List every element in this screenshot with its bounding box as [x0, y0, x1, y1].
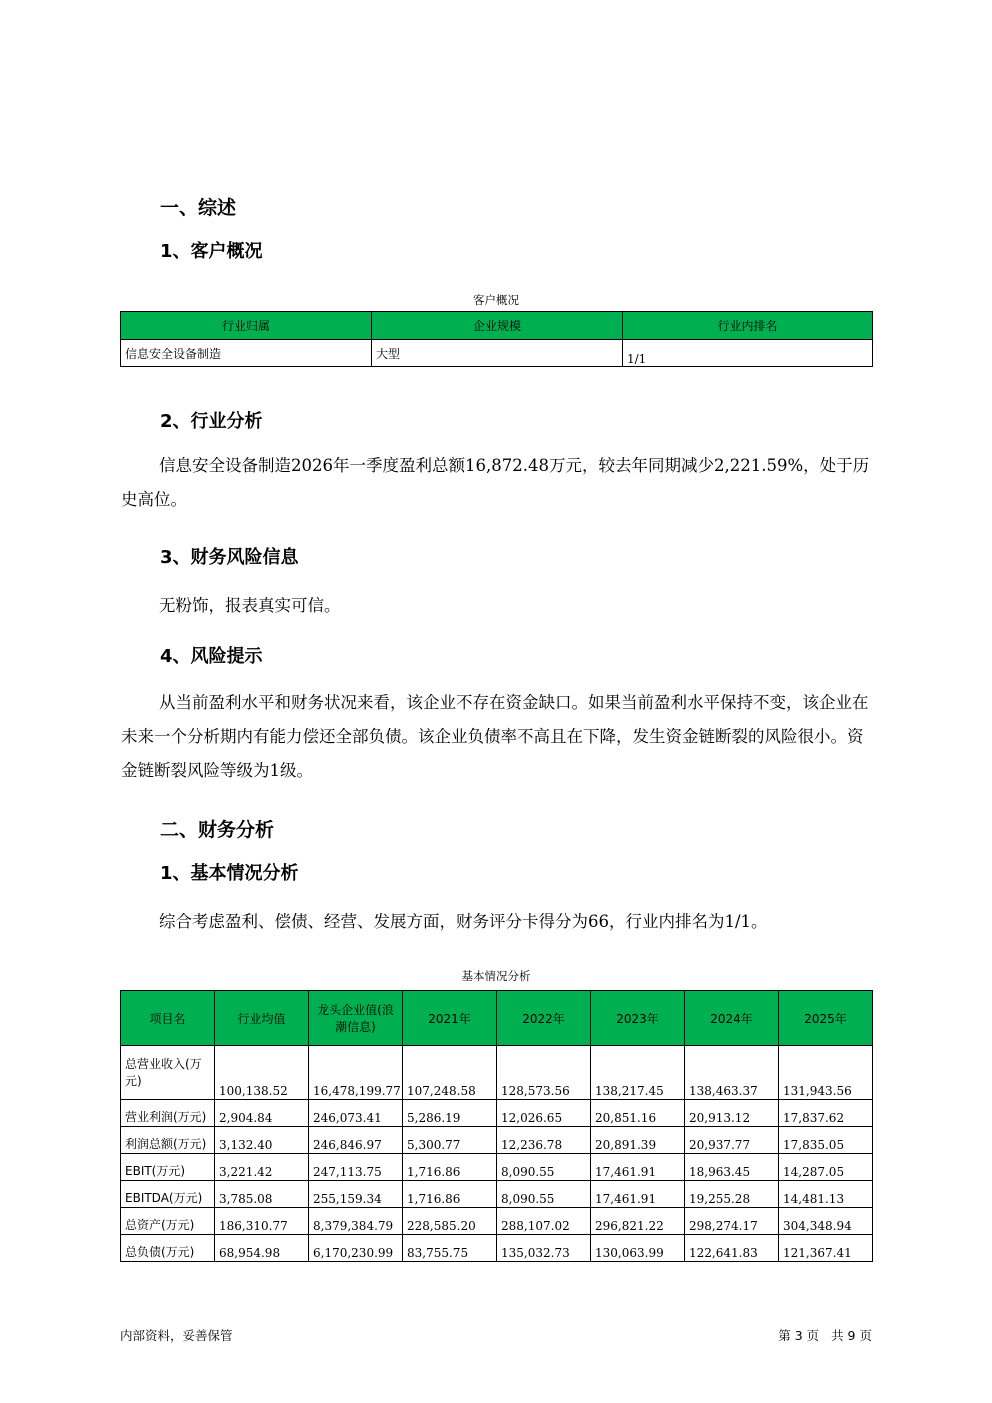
value-cell: 8,379,384.79	[309, 1208, 403, 1235]
value-cell: 2,904.84	[215, 1100, 309, 1127]
value-cell: 3,785.08	[215, 1181, 309, 1208]
basic-header-2021: 2021年	[403, 991, 497, 1046]
table-row	[121, 1208, 873, 1235]
basic-analysis-paragraph: 综合考虑盈利、偿债、经营、发展方面，财务评分卡得分为66，行业内排名为1/1。	[159, 912, 768, 931]
customer-table	[120, 311, 873, 367]
row-label-cell: 总营业收入(万元)	[121, 1046, 215, 1100]
customer-table-header-row	[121, 312, 873, 340]
row-label-cell: EBIT(万元)	[121, 1154, 215, 1181]
value-cell: 246,073.41	[309, 1100, 403, 1127]
value-cell: 8,090.55	[497, 1154, 591, 1181]
value-cell: 100,138.52	[215, 1046, 309, 1100]
value-cell: 14,287.05	[779, 1154, 873, 1181]
customer-rank-cell: 1/1	[623, 340, 873, 367]
value-cell: 255,159.34	[309, 1181, 403, 1208]
row-label-cell: 总资产(万元)	[121, 1208, 215, 1235]
basic-analysis-table	[120, 990, 873, 1262]
value-cell: 296,821.22	[591, 1208, 685, 1235]
table-row	[121, 1154, 873, 1181]
value-cell: 1,716.86	[403, 1154, 497, 1181]
value-cell: 20,937.77	[685, 1127, 779, 1154]
value-cell: 17,837.62	[779, 1100, 873, 1127]
basic-header-leader: 龙头企业值(浪潮信息)	[309, 991, 403, 1046]
value-cell: 5,286.19	[403, 1100, 497, 1127]
value-cell: 20,851.16	[591, 1100, 685, 1127]
section-title-basic-analysis: 1、基本情况分析	[160, 863, 299, 884]
table-row	[121, 1046, 873, 1100]
value-cell: 20,913.12	[685, 1100, 779, 1127]
customer-industry-cell: 信息安全设备制造	[121, 340, 372, 367]
value-cell: 3,132.40	[215, 1127, 309, 1154]
value-cell: 135,032.73	[497, 1235, 591, 1262]
section-title-risk-tip: 4、风险提示	[160, 646, 263, 667]
section-title-industry-analysis: 2、行业分析	[160, 411, 263, 432]
customer-header-rank: 行业内排名	[623, 312, 873, 340]
table-row	[121, 1100, 873, 1127]
basic-header-2025: 2025年	[779, 991, 873, 1046]
value-cell: 8,090.55	[497, 1181, 591, 1208]
row-label-cell: 总负债(万元)	[121, 1235, 215, 1262]
value-cell: 17,461.91	[591, 1181, 685, 1208]
customer-header-scale: 企业规模	[372, 312, 623, 340]
basic-header-2023: 2023年	[591, 991, 685, 1046]
table-row	[121, 1127, 873, 1154]
section-title-financial-analysis: 二、财务分析	[160, 819, 275, 841]
value-cell: 138,217.45	[591, 1046, 685, 1100]
value-cell: 17,461.91	[591, 1154, 685, 1181]
value-cell: 20,891.39	[591, 1127, 685, 1154]
value-cell: 246,846.97	[309, 1127, 403, 1154]
customer-scale-cell: 大型	[372, 340, 623, 367]
value-cell: 186,310.77	[215, 1208, 309, 1235]
value-cell: 228,585.20	[403, 1208, 497, 1235]
value-cell: 3,221.42	[215, 1154, 309, 1181]
value-cell: 19,255.28	[685, 1181, 779, 1208]
section-title-overview: 一、综述	[160, 197, 237, 219]
value-cell: 68,954.98	[215, 1235, 309, 1262]
row-label-cell: 利润总额(万元)	[121, 1127, 215, 1154]
row-label-cell: 营业利润(万元)	[121, 1100, 215, 1127]
value-cell: 16,478,199.77	[309, 1046, 403, 1100]
value-cell: 298,274.17	[685, 1208, 779, 1235]
customer-table-caption: 客户概况	[473, 293, 519, 307]
value-cell: 18,963.45	[685, 1154, 779, 1181]
value-cell: 247,113.75	[309, 1154, 403, 1181]
basic-table-header-row	[121, 991, 873, 1046]
basic-header-2024: 2024年	[685, 991, 779, 1046]
value-cell: 107,248.58	[403, 1046, 497, 1100]
customer-header-industry: 行业归属	[121, 312, 372, 340]
value-cell: 131,943.56	[779, 1046, 873, 1100]
value-cell: 138,463.37	[685, 1046, 779, 1100]
value-cell: 5,300.77	[403, 1127, 497, 1154]
section-title-financial-risk: 3、财务风险信息	[160, 547, 299, 568]
value-cell: 122,641.83	[685, 1235, 779, 1262]
industry-analysis-paragraph: 信息安全设备制造2026年一季度盈利总额16,872.48万元，较去年同期减少2,221.59%，处于历史高位。	[121, 456, 870, 509]
basic-header-2022: 2022年	[497, 991, 591, 1046]
basic-table-caption: 基本情况分析	[461, 969, 531, 983]
value-cell: 128,573.56	[497, 1046, 591, 1100]
table-row	[121, 1235, 873, 1262]
footer-confidential-note: 内部资料，妥善保管	[120, 1328, 233, 1343]
value-cell: 83,755.75	[403, 1235, 497, 1262]
basic-header-industry-avg: 行业均值	[215, 991, 309, 1046]
value-cell: 12,236.78	[497, 1127, 591, 1154]
basic-table-body	[121, 1046, 873, 1262]
basic-header-item: 项目名	[121, 991, 215, 1046]
section-title-customer-overview: 1、客户概况	[160, 241, 263, 262]
value-cell: 1,716.86	[403, 1181, 497, 1208]
financial-risk-paragraph: 无粉饰，报表真实可信。	[159, 596, 341, 615]
value-cell: 304,348.94	[779, 1208, 873, 1235]
value-cell: 121,367.41	[779, 1235, 873, 1262]
risk-tip-paragraph: 从当前盈利水平和财务状况来看，该企业不存在资金缺口。如果当前盈利水平保持不变，该企业在未来一个分析期内有能力偿还全部负债。该企业负债率不高且在下降，发生资金链断裂的风险很小。资金链断裂风险等级为1级。	[121, 693, 869, 780]
value-cell: 17,835.05	[779, 1127, 873, 1154]
row-label-cell: EBITDA(万元)	[121, 1181, 215, 1208]
customer-table-row	[121, 340, 873, 367]
value-cell: 130,063.99	[591, 1235, 685, 1262]
value-cell: 6,170,230.99	[309, 1235, 403, 1262]
footer-page-number: 第 3 页 共 9 页	[778, 1328, 872, 1343]
value-cell: 14,481.13	[779, 1181, 873, 1208]
value-cell: 12,026.65	[497, 1100, 591, 1127]
value-cell: 288,107.02	[497, 1208, 591, 1235]
table-row	[121, 1181, 873, 1208]
